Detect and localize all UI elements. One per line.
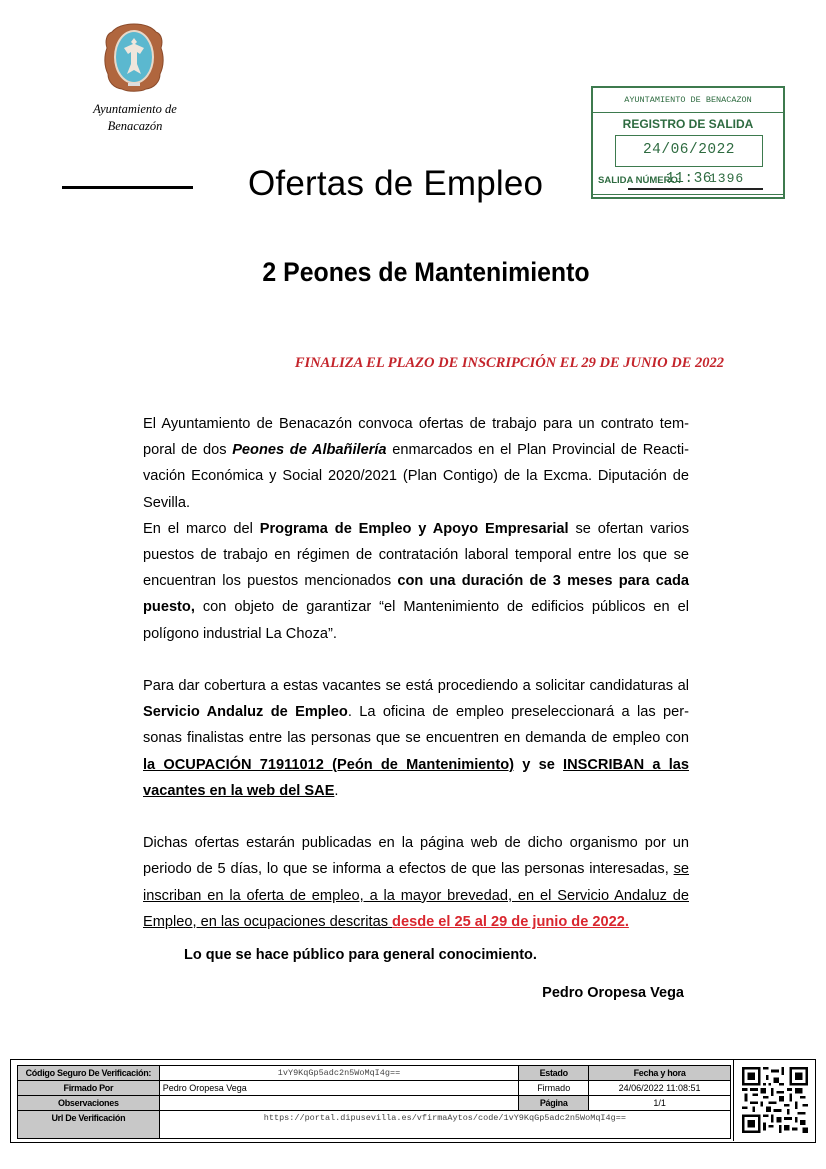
page-label: Página [519, 1096, 589, 1111]
datetime-label: Fecha y hora [589, 1066, 731, 1081]
page-value: 1/1 [589, 1096, 731, 1111]
verification-row [18, 1066, 731, 1081]
organization-name-line1: Ayuntamiento de [93, 102, 177, 116]
p3-bold-1: Servicio Andaluz de Empleo [143, 704, 348, 721]
stamp-registry-type: REGISTRO DE SALIDA [622, 117, 754, 131]
p4-text-1: Dichas ofertas estarán publicadas en la página web de dicho organismo por un periodo de 5 días, lo que se informa a efectos de que las personas interesadas, [143, 835, 689, 878]
stamp-datetime: 24/06/2022 11:36 [615, 135, 763, 167]
announcement-body [143, 411, 689, 935]
url-label: Url De Verificación [18, 1111, 160, 1139]
paragraph-4 [143, 830, 689, 935]
organization-name-line2: Benacazón [107, 119, 163, 133]
stamp-footer-rule [593, 194, 783, 195]
p4-date-range: desde el 25 al 29 de junio de 2022. [392, 913, 629, 930]
qr-cell [733, 1060, 816, 1141]
verification-row [18, 1111, 731, 1139]
p1-emphasis: Peones de Albañilería [232, 442, 387, 459]
stamp-organization: AYUNTAMIENTO DE BENACAZON [593, 88, 783, 113]
qr-code-icon [742, 1067, 808, 1133]
observations-label: Observaciones [18, 1096, 160, 1111]
observations-value [159, 1096, 519, 1111]
p1-text-1: El Ayuntamiento de Benacazón convoca ofertas de trabajo para un contrato tem-poral de dos [143, 416, 689, 459]
p2-text-3: con objeto de garantizar “el Mantenimiento de edificios públicos en el polígono industrial La Choza”. [143, 599, 689, 642]
p2-bold-1: Programa de Empleo y Apoyo Empresarial [259, 520, 569, 537]
p3-text-3: . [334, 782, 339, 799]
p3-register-instruction: INSCRIBAN a las vacantes en la web del SAE [143, 756, 690, 799]
verification-row [18, 1081, 731, 1096]
p2-text-2: se ofertan varios puestos de trabajo en régimen de contratación laboral temporal entre los que se encuentran los puestos mencionados [143, 520, 689, 590]
paragraph-3 [143, 673, 689, 804]
title-rule [62, 186, 193, 189]
status-label: Estado [519, 1066, 589, 1081]
p1-text-2: enmarcados en el Plan Provincial de Reacti-vación Económica y Social 2020/2021 (Plan Contigo) de la Excma. Diputación de Sevilla. [143, 442, 689, 511]
p3-bold-2: y se [513, 756, 564, 773]
csv-value: 1vY9KqGp5adc2n5WoMqI4g== [159, 1066, 519, 1081]
verification-url[interactable]: https://portal.dipusevilla.es/vfirmaAytos/code/1vY9KqGp5adc2n5WoMqI4g== [159, 1111, 730, 1139]
paragraph-1 [143, 411, 689, 516]
stamp-number-label: SALIDA NÚMERO: [598, 175, 682, 186]
status-value: Firmado [519, 1081, 589, 1096]
stamp-number-rule [628, 188, 763, 190]
signer-name: Pedro Oropesa Vega [542, 985, 684, 1001]
signed-by-label: Firmado Por [18, 1081, 160, 1096]
signed-by-value: Pedro Oropesa Vega [159, 1081, 519, 1096]
job-subtitle: 2 Peones de Mantenimiento [262, 257, 590, 287]
csv-label: Código Seguro De Verificación: [18, 1066, 160, 1081]
verification-table [17, 1065, 731, 1139]
stamp-number: 1396 [709, 171, 745, 186]
p2-text-1: En el marco del [143, 520, 260, 537]
verification-box [10, 1059, 816, 1143]
p3-text-1: Para dar cobertura a estas vacantes se está procediendo a solicitar candidaturas al [143, 678, 689, 695]
verification-row [18, 1096, 731, 1111]
registry-stamp [591, 86, 785, 199]
p2-bold-2: con una duración de 3 meses para cada puesto, [143, 573, 689, 616]
datetime-value: 24/06/2022 11:08:51 [589, 1081, 731, 1096]
closing-statement: Lo que se hace público para general conocimiento. [184, 947, 537, 963]
page-title: Ofertas de Empleo [248, 164, 544, 203]
deadline-notice: FINALIZA EL PLAZO DE INSCRIPCIÓN EL 29 DE JUNIO DE 2022 [294, 355, 724, 371]
organization-name [60, 101, 210, 135]
p3-occupation: la OCUPACIÓN 71911012 (Peón de Mantenimiento) [143, 756, 514, 773]
p3-text-2: . La oficina de empleo preseleccionará a las per-sonas finalistas entre las personas que se encuentren en demanda de empleo con [143, 704, 689, 747]
paragraph-2 [143, 516, 689, 647]
municipal-crest-icon [104, 22, 164, 94]
p4-underlined: se inscriban en la oferta de empleo, a la mayor brevedad, en el Servicio Andaluz de Empleo, en las ocupaciones descritas [143, 861, 689, 930]
